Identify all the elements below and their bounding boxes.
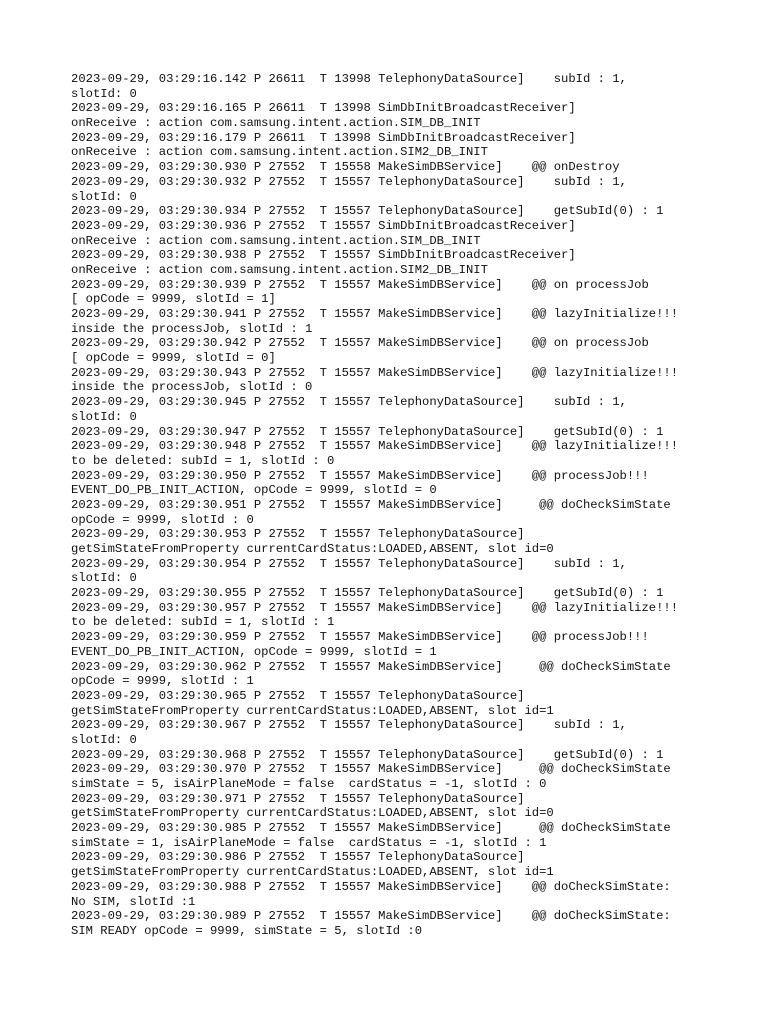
log-line: [ opCode = 9999, slotId = 0]: [71, 351, 276, 366]
log-line: 2023-09-29, 03:29:16.165 P 26611 T 13998 SimDbInitBroadcastReceiver]: [71, 101, 576, 116]
log-line: 2023-09-29, 03:29:30.967 P 27552 T 15557 TelephonyDataSource] subId : 1,: [71, 718, 627, 733]
log-line: 2023-09-29, 03:29:30.989 P 27552 T 15557 MakeSimDBService] @@ doCheckSimState:: [71, 909, 671, 924]
log-line: 2023-09-29, 03:29:30.939 P 27552 T 15557 MakeSimDBService] @@ on processJob: [71, 277, 649, 292]
log-line: 2023-09-29, 03:29:30.968 P 27552 T 15557 TelephonyDataSource] getSubId(0) : 1: [71, 747, 664, 762]
log-line: 2023-09-29, 03:29:30.948 P 27552 T 15557 MakeSimDBService] @@ lazyInitialize!!!: [71, 439, 679, 454]
log-line: 2023-09-29, 03:29:30.936 P 27552 T 15557 SimDbInitBroadcastReceiver]: [71, 218, 576, 233]
log-line: inside the processJob, slotId : 0: [71, 380, 313, 395]
log-line: slotId: 0: [71, 86, 137, 101]
log-line: 2023-09-29, 03:29:30.988 P 27552 T 15557 MakeSimDBService] @@ doCheckSimState:: [71, 879, 671, 894]
log-line: 2023-09-29, 03:29:30.930 P 27552 T 15558 MakeSimDBService] @@ onDestroy: [71, 160, 620, 175]
log-line: getSimStateFromProperty currentCardStatus:LOADED,ABSENT, slot id=1: [71, 703, 554, 718]
log-line: 2023-09-29, 03:29:30.938 P 27552 T 15557 SimDbInitBroadcastReceiver]: [71, 248, 576, 263]
log-line: 2023-09-29, 03:29:30.950 P 27552 T 15557 MakeSimDBService] @@ processJob!!!: [71, 468, 649, 483]
log-line: 2023-09-29, 03:29:30.945 P 27552 T 15557 TelephonyDataSource] subId : 1,: [71, 395, 627, 410]
log-line: slotId: 0: [71, 409, 137, 424]
log-line: 2023-09-29, 03:29:16.142 P 26611 T 13998 TelephonyDataSource] subId : 1,: [71, 72, 627, 86]
log-line: 2023-09-29, 03:29:30.941 P 27552 T 15557 MakeSimDBService] @@ lazyInitialize!!!: [71, 307, 679, 321]
log-line: to be deleted: subId = 1, slotId : 1: [71, 615, 335, 630]
log-line: [ opCode = 9999, slotId = 1]: [71, 292, 276, 307]
log-line: No SIM, slotId :1: [71, 894, 196, 909]
log-line: getSimStateFromProperty currentCardStatus:LOADED,ABSENT, slot id=0: [71, 806, 554, 821]
log-line: slotId: 0: [71, 571, 137, 586]
log-line: 2023-09-29, 03:29:30.971 P 27552 T 15557 TelephonyDataSource]: [71, 791, 525, 806]
log-line: onReceive : action com.samsung.intent.action.SIM_DB_INIT: [71, 233, 481, 248]
log-line: opCode = 9999, slotId : 1: [71, 674, 254, 689]
log-line: 2023-09-29, 03:29:30.959 P 27552 T 15557 MakeSimDBService] @@ processJob!!!: [71, 630, 649, 645]
log-line: onReceive : action com.samsung.intent.action.SIM2_DB_INIT: [71, 145, 488, 160]
log-line: 2023-09-29, 03:29:30.954 P 27552 T 15557 TelephonyDataSource] subId : 1,: [71, 556, 627, 571]
log-line: slotId: 0: [71, 189, 137, 204]
log-line: getSimStateFromProperty currentCardStatus:LOADED,ABSENT, slot id=0: [71, 542, 554, 556]
log-line: 2023-09-29, 03:29:30.986 P 27552 T 15557 TelephonyDataSource]: [71, 850, 525, 865]
log-line: 2023-09-29, 03:29:30.951 P 27552 T 15557 MakeSimDBService] @@ doCheckSimState: [71, 497, 671, 512]
log-line: 2023-09-29, 03:29:16.179 P 26611 T 13998 SimDbInitBroadcastReceiver]: [71, 130, 576, 145]
log-line: simState = 5, isAirPlaneMode = false cardStatus = -1, slotId : 0: [71, 777, 547, 791]
log-line: 2023-09-29, 03:29:30.985 P 27552 T 15557 MakeSimDBService] @@ doCheckSimState: [71, 821, 671, 836]
log-line: EVENT_DO_PB_INIT_ACTION, opCode = 9999, slotId = 0: [71, 483, 437, 498]
log-line: 2023-09-29, 03:29:30.934 P 27552 T 15557 TelephonyDataSource] getSubId(0) : 1: [71, 204, 664, 219]
log-line: getSimStateFromProperty currentCardStatus:LOADED,ABSENT, slot id=1: [71, 865, 554, 880]
log-line: 2023-09-29, 03:29:30.970 P 27552 T 15557 MakeSimDBService] @@ doCheckSimState: [71, 762, 671, 777]
log-page: [71, 72, 731, 939]
log-line: inside the processJob, slotId : 1: [71, 321, 313, 336]
log-line: to be deleted: subId = 1, slotId : 0: [71, 453, 335, 468]
log-line: 2023-09-29, 03:29:30.953 P 27552 T 15557 TelephonyDataSource]: [71, 527, 525, 542]
log-line: 2023-09-29, 03:29:30.942 P 27552 T 15557 MakeSimDBService] @@ on processJob: [71, 336, 649, 351]
log-line: 2023-09-29, 03:29:30.962 P 27552 T 15557 MakeSimDBService] @@ doCheckSimState: [71, 659, 671, 674]
log-line: EVENT_DO_PB_INIT_ACTION, opCode = 9999, slotId = 1: [71, 644, 437, 659]
log-line: opCode = 9999, slotId : 0: [71, 512, 254, 527]
log-line: 2023-09-29, 03:29:30.965 P 27552 T 15557 TelephonyDataSource]: [71, 688, 525, 703]
log-line: slotId: 0: [71, 732, 137, 747]
log-line: SIM READY opCode = 9999, simState = 5, slotId :0: [71, 923, 423, 938]
log-line: 2023-09-29, 03:29:30.957 P 27552 T 15557 MakeSimDBService] @@ lazyInitialize!!!: [71, 600, 679, 615]
log-line: simState = 1, isAirPlaneMode = false cardStatus = -1, slotId : 1: [71, 835, 547, 850]
log-line: onReceive : action com.samsung.intent.action.SIM2_DB_INIT: [71, 262, 488, 277]
log-line: 2023-09-29, 03:29:30.943 P 27552 T 15557 MakeSimDBService] @@ lazyInitialize!!!: [71, 365, 679, 380]
log-line: 2023-09-29, 03:29:30.947 P 27552 T 15557 TelephonyDataSource] getSubId(0) : 1: [71, 424, 664, 439]
log-line: 2023-09-29, 03:29:30.955 P 27552 T 15557 TelephonyDataSource] getSubId(0) : 1: [71, 586, 664, 601]
log-line: 2023-09-29, 03:29:30.932 P 27552 T 15557 TelephonyDataSource] subId : 1,: [71, 174, 627, 189]
log-line: onReceive : action com.samsung.intent.action.SIM_DB_INIT: [71, 116, 481, 131]
